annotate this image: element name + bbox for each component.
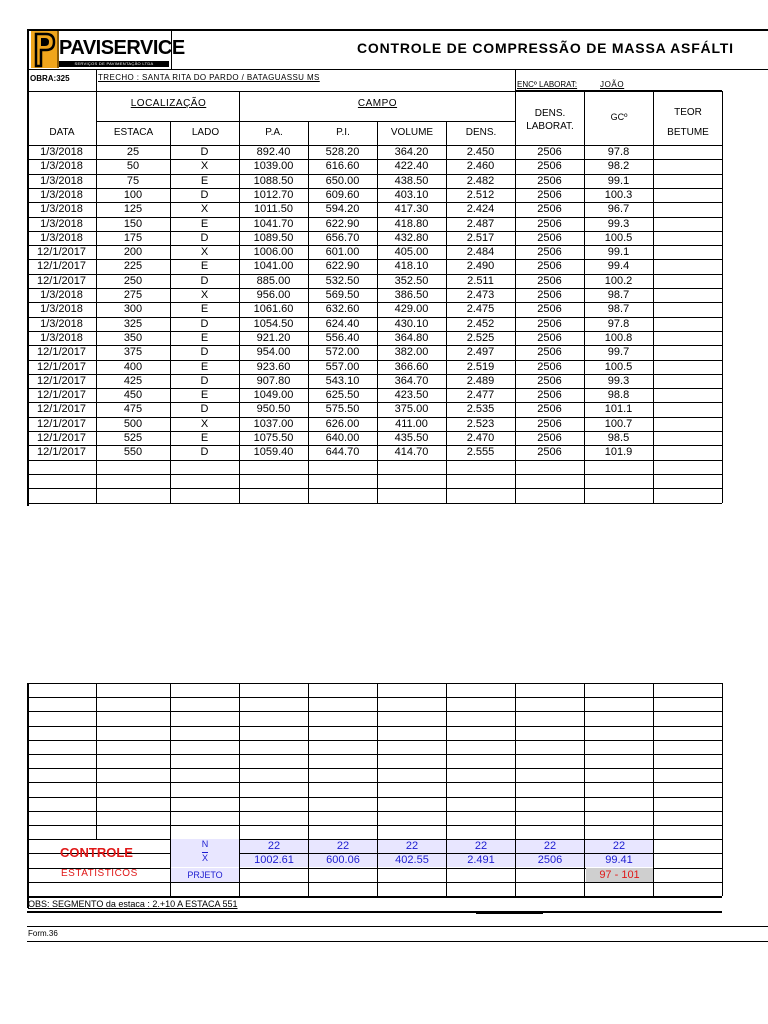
gc-cell: 99.4 (607, 260, 630, 273)
gc-cell: 96.7 (607, 203, 630, 216)
estaca-cell: 200 (123, 246, 143, 259)
date-cell: 12/1/2017 (37, 389, 86, 402)
date-cell: 1/3/2018 (40, 146, 83, 158)
pa-cell: 1054.50 (253, 317, 294, 330)
gc-cell: 99.7 (607, 346, 630, 359)
gc-cell: 100.5 (604, 360, 633, 373)
lado-cell: E (200, 217, 209, 230)
stats-row-line (27, 726, 722, 727)
gc-cell: 101.1 (604, 403, 633, 416)
stats-row-line (27, 683, 722, 684)
date-cell: 1/3/2018 (40, 160, 83, 173)
header-pi: P.I. (336, 127, 350, 138)
obs-short-line (476, 912, 543, 914)
header-data: DATA (49, 127, 75, 138)
dens-lab-cell: 2506 (537, 217, 562, 230)
gc-range: 97 - 101 (586, 868, 653, 882)
dens-lab-cell: 2506 (537, 331, 562, 344)
volume-cell: 414.70 (394, 446, 429, 459)
estaca-cell: 275 (123, 289, 143, 301)
dens-lab-cell: 2506 (537, 317, 562, 330)
pi-cell: 622.90 (325, 260, 360, 273)
volume-cell: 432.80 (394, 231, 429, 244)
logo-divider (171, 29, 172, 69)
stats-row-line (27, 740, 722, 741)
estaca-cell: 375 (123, 346, 143, 359)
estaca-cell: 300 (123, 303, 143, 316)
date-cell: 12/1/2017 (37, 274, 86, 287)
header-pa: P.A. (265, 127, 283, 138)
dens-lab-cell: 2506 (537, 260, 562, 273)
estaca-cell: 75 (126, 174, 140, 187)
projeto-label: PRJETO (171, 868, 239, 882)
pa-cell: 1037.00 (253, 417, 294, 430)
dens-lab-cell: 2506 (537, 146, 562, 158)
dens-cell: 2.519 (466, 360, 495, 373)
gc-cell: 98.7 (607, 289, 630, 301)
header-divider (27, 69, 768, 70)
lado-cell: E (200, 303, 209, 316)
pi-cell: 556.40 (325, 331, 360, 344)
lado-cell: E (200, 260, 209, 273)
lado-cell: E (200, 331, 209, 344)
estaca-cell: 125 (123, 203, 143, 216)
stats-row-line (27, 754, 722, 755)
dens-lab-cell: 2506 (537, 346, 562, 359)
dens-cell: 2.484 (466, 246, 495, 259)
dens-lab-cell: 2506 (537, 389, 562, 402)
pa-cell: 1049.00 (253, 389, 294, 402)
dens-cell: 2.555 (466, 446, 495, 459)
lado-cell: D (200, 317, 209, 330)
volume-cell: 364.80 (394, 331, 429, 344)
lado-cell: X (200, 203, 209, 216)
dens-cell: 2.512 (466, 188, 495, 201)
lado-cell: D (200, 346, 209, 359)
volume-cell: 405.00 (394, 246, 429, 259)
volume-cell: 418.10 (394, 260, 429, 273)
dens-cell: 2.487 (466, 217, 495, 230)
header-volume: VOLUME (390, 127, 434, 138)
obra-label: OBRA:325 (30, 74, 70, 83)
brand-name: PAVISERVICE (59, 37, 185, 59)
estaca-cell: 175 (123, 231, 143, 244)
page-title: CONTROLE DE COMPRESSÃO DE MASSA ASFÁLTI (357, 40, 734, 56)
gc-cell: 100.2 (604, 274, 633, 287)
date-cell: 12/1/2017 (37, 417, 86, 430)
gc-cell: 99.3 (607, 374, 630, 387)
lado-cell: X (200, 246, 209, 259)
estaca-cell: 350 (123, 331, 143, 344)
stat-n-cell: 22 (378, 840, 446, 853)
estaca-cell: 450 (123, 389, 143, 402)
stat-n-cell: 22 (516, 840, 584, 853)
grid-line (722, 683, 723, 896)
estaca-cell: 150 (123, 217, 143, 230)
pi-cell: 557.00 (325, 360, 360, 373)
dens-lab-cell: 2506 (537, 360, 562, 373)
stat-mean-cell: 2.491 (447, 854, 515, 867)
dens-lab-cell: 2506 (537, 160, 562, 173)
pa-cell: 1059.40 (253, 446, 294, 459)
date-cell: 12/1/2017 (37, 374, 86, 387)
lado-cell: E (200, 432, 209, 444)
estaca-cell: 400 (123, 360, 143, 373)
gc-cell: 100.7 (604, 417, 633, 430)
stat-n-cell: 22 (240, 840, 308, 853)
dens-lab-cell: 2506 (537, 303, 562, 316)
dens-lab-cell: 2506 (537, 403, 562, 416)
header-gc: GCº (610, 112, 628, 122)
dens-cell: 2.450 (466, 146, 495, 158)
stat-mean-cell: 99.41 (585, 854, 653, 867)
stat-mean-cell: 600.06 (309, 854, 377, 867)
pi-cell: 650.00 (325, 174, 360, 187)
grid-line (722, 91, 723, 145)
stats-row-line (27, 811, 722, 812)
pa-cell: 907.80 (256, 374, 291, 387)
pa-cell: 1088.50 (253, 174, 294, 187)
pa-cell: 1061.60 (253, 303, 294, 316)
estatisticos-label: ESTATISTICOS (61, 868, 138, 879)
row-line (27, 460, 722, 461)
pi-cell: 640.00 (325, 432, 360, 444)
pa-cell: 1012.70 (253, 188, 294, 201)
stat-mean-cell: 402.55 (378, 854, 446, 867)
grid-line (515, 69, 516, 91)
date-cell: 12/1/2017 (37, 432, 86, 444)
pa-cell: 950.50 (256, 403, 291, 416)
lado-cell: D (200, 403, 209, 416)
volume-cell: 382.00 (394, 346, 429, 359)
lado-cell: D (200, 231, 209, 244)
dens-cell: 2.477 (466, 389, 495, 402)
lado-cell: D (200, 188, 209, 201)
gc-cell: 97.8 (607, 317, 630, 330)
pi-cell: 601.00 (325, 246, 360, 259)
dens-lab-cell: 2506 (537, 274, 562, 287)
date-cell: 12/1/2017 (37, 446, 86, 459)
date-cell: 1/3/2018 (40, 174, 83, 187)
dens-cell: 2.523 (466, 417, 495, 430)
volume-cell: 430.10 (394, 317, 429, 330)
dens-lab-cell: 2506 (537, 432, 562, 444)
date-cell: 1/3/2018 (40, 331, 83, 344)
row-line (27, 488, 722, 489)
estaca-cell: 550 (123, 446, 143, 459)
estaca-cell: 425 (123, 374, 143, 387)
pa-cell: 923.60 (256, 360, 291, 373)
pi-cell: 569.50 (325, 289, 360, 301)
stats-row-line (27, 825, 722, 826)
pi-cell: 656.70 (325, 231, 360, 244)
pa-cell: 1075.50 (253, 432, 294, 444)
dens-cell: 2.497 (466, 346, 495, 359)
row-line (27, 503, 722, 504)
estaca-cell: 100 (123, 188, 143, 201)
dens-cell: 2.460 (466, 160, 495, 173)
gc-cell: 99.1 (607, 174, 630, 187)
volume-cell: 423.50 (394, 389, 429, 402)
date-cell: 12/1/2017 (37, 246, 86, 259)
pa-cell: 1011.50 (254, 203, 293, 216)
dens-lab-cell: 2506 (537, 174, 562, 187)
company-logo (29, 30, 185, 68)
pa-cell: 956.00 (256, 289, 291, 301)
stat-n-cell: 22 (309, 840, 377, 853)
gc-cell: 99.1 (607, 246, 630, 259)
grid-line (653, 145, 654, 503)
volume-cell: 418.80 (394, 217, 429, 230)
gc-cell: 98.2 (607, 160, 630, 173)
obs-top-line (27, 897, 722, 898)
estaca-cell: 25 (126, 146, 140, 158)
form-top-line (27, 926, 768, 927)
dens-lab-cell: 2506 (537, 246, 562, 259)
header-lado: LADO (191, 127, 220, 138)
stat-mean-cell: 1002.61 (240, 854, 308, 867)
stat-n-cell: 22 (585, 840, 653, 853)
pi-cell: 624.40 (325, 317, 360, 330)
dens-cell: 2.525 (466, 331, 495, 344)
header-dens-lab-1: DENS. (534, 108, 566, 119)
pa-cell: 1041.00 (253, 260, 294, 273)
date-cell: 1/3/2018 (40, 188, 83, 201)
dens-lab-cell: 2506 (537, 374, 562, 387)
pa-cell: 954.00 (256, 346, 291, 359)
pi-cell: 616.60 (325, 160, 360, 173)
gc-cell: 97.8 (607, 146, 630, 158)
lado-cell: D (200, 274, 209, 287)
stats-row-line (27, 768, 722, 769)
lado-cell: D (200, 146, 209, 158)
pi-cell: 572.00 (325, 346, 360, 359)
stat-mean-cell: 2506 (516, 854, 584, 867)
volume-cell: 366.60 (394, 360, 429, 373)
estaca-cell: 500 (123, 417, 143, 430)
volume-cell: 435.50 (394, 432, 429, 444)
volume-cell: 438.50 (394, 174, 429, 187)
lado-cell: D (200, 446, 209, 459)
volume-cell: 364.20 (394, 146, 429, 158)
pi-cell: 594.20 (325, 203, 360, 216)
header-row-line (27, 91, 722, 92)
pi-cell: 632.60 (325, 303, 360, 316)
gc-cell: 100.3 (604, 188, 633, 201)
volume-cell: 429.00 (394, 303, 429, 316)
volume-cell: 364.70 (394, 374, 429, 387)
dens-lab-cell: 2506 (537, 446, 562, 459)
estaca-cell: 225 (123, 260, 143, 273)
dens-lab-cell: 2506 (537, 188, 562, 201)
lado-cell: E (200, 389, 209, 402)
top-border (27, 29, 768, 31)
gc-cell: 98.7 (607, 303, 630, 316)
form-bottom-line (27, 941, 768, 942)
brand-subtitle: SERVIÇOS DE PAVIMENTAÇÃO LTDA (59, 61, 169, 67)
enc-line (515, 90, 722, 91)
gc-cell: 99.3 (607, 217, 630, 230)
dens-cell: 2.482 (466, 174, 495, 187)
pa-cell: 1006.00 (253, 246, 294, 259)
form-number: Form.36 (28, 929, 58, 938)
lado-cell: X (200, 289, 209, 301)
dens-cell: 2.490 (466, 260, 495, 273)
volume-cell: 352.50 (394, 274, 429, 287)
date-cell: 12/1/2017 (37, 403, 86, 416)
stats-row-line (27, 711, 722, 712)
date-cell: 12/1/2017 (37, 360, 86, 373)
controle-label: CONTROLE (60, 845, 133, 860)
row-line (27, 474, 722, 475)
pa-cell: 892.40 (256, 146, 291, 158)
date-cell: 1/3/2018 (40, 217, 83, 230)
pa-cell: 921.20 (256, 331, 291, 344)
dens-cell: 2.517 (466, 231, 495, 244)
stat-n-cell: 22 (447, 840, 515, 853)
grid-line (96, 69, 97, 91)
date-cell: 12/1/2017 (37, 260, 86, 273)
header-dens: DENS. (465, 127, 497, 138)
stats-row-line (27, 697, 722, 698)
dens-cell: 2.489 (466, 374, 495, 387)
dens-cell: 2.535 (466, 403, 495, 416)
stats-left-border (27, 683, 29, 908)
estaca-cell: 50 (126, 160, 140, 173)
dens-cell: 2.470 (466, 432, 495, 444)
mean-label: $\overline{X}$ (171, 853, 239, 867)
pa-cell: 885.00 (256, 274, 291, 287)
date-cell: 1/3/2018 (40, 317, 83, 330)
volume-cell: 375.00 (394, 403, 429, 416)
gc-cell: 98.5 (607, 432, 630, 444)
volume-cell: 411.00 (395, 417, 428, 430)
header-dens-lab-2: LABORAT. (526, 121, 574, 132)
header-teor-1: TEOR (674, 107, 702, 118)
pi-cell: 625.50 (325, 389, 360, 402)
lado-cell: X (200, 417, 209, 430)
pa-cell: 1089.50 (253, 231, 294, 244)
pi-cell: 532.50 (325, 274, 360, 287)
enc-laborat-label: ENCº LABORAT: (517, 80, 578, 89)
dens-lab-cell: 2506 (537, 417, 562, 430)
grid-line (653, 683, 654, 896)
gc-cell: 100.8 (604, 331, 633, 344)
pi-cell: 626.00 (325, 417, 360, 430)
lado-cell: D (200, 374, 209, 387)
stats-row-line (27, 797, 722, 798)
date-cell: 12/1/2017 (37, 346, 86, 359)
estaca-cell: 325 (123, 317, 143, 330)
enc-laborat-value: JOÃO (600, 80, 625, 89)
date-cell: 1/3/2018 (40, 303, 83, 316)
obs-bottom-line (27, 911, 722, 913)
volume-cell: 422.40 (394, 160, 429, 173)
lado-cell: X (200, 160, 209, 173)
dens-lab-cell: 2506 (537, 203, 562, 216)
pi-cell: 528.20 (325, 146, 360, 158)
header-teor-2: BETUME (667, 127, 709, 138)
header-localizacao: LOCALIZAÇÃO (130, 98, 207, 109)
dens-cell: 2.452 (466, 317, 495, 330)
dens-cell: 2.424 (466, 203, 495, 216)
lado-cell: E (200, 174, 209, 187)
pi-cell: 622.90 (325, 217, 360, 230)
pi-cell: 644.70 (325, 446, 360, 459)
stats-row-line (27, 782, 722, 783)
gc-cell: 100.5 (604, 231, 633, 244)
logo-p-icon (31, 30, 59, 68)
header-campo: CAMPO (357, 98, 398, 109)
estaca-cell: 250 (123, 274, 143, 287)
dens-cell: 2.473 (466, 289, 495, 301)
header-subline (96, 121, 515, 122)
date-cell: 1/3/2018 (40, 289, 83, 301)
volume-cell: 386.50 (394, 289, 429, 301)
pi-cell: 609.60 (325, 188, 360, 201)
obs-note: OBS: SEGMENTO da estaca : 2.+10 A ESTACA 551 (28, 899, 238, 909)
volume-cell: 403.10 (394, 188, 429, 201)
dens-cell: 2.475 (466, 303, 495, 316)
estaca-cell: 475 (123, 403, 143, 416)
gc-cell: 101.9 (604, 446, 633, 459)
gc-cell: 98.8 (607, 389, 630, 402)
date-cell: 1/3/2018 (40, 203, 83, 216)
grid-line (96, 683, 97, 839)
date-cell: 1/3/2018 (40, 231, 83, 244)
dens-lab-cell: 2506 (537, 289, 562, 301)
estaca-cell: 525 (123, 432, 143, 444)
pi-cell: 543.10 (325, 374, 360, 387)
pi-cell: 575.50 (325, 403, 360, 416)
volume-cell: 417.30 (394, 203, 429, 216)
grid-line (722, 145, 723, 503)
dens-lab-cell: 2506 (537, 231, 562, 244)
header-estaca: ESTACA (113, 127, 154, 138)
trecho-label: TRECHO : SANTA RITA DO PARDO / BATAGUASSU MS (98, 73, 320, 82)
dens-cell: 2.511 (467, 274, 494, 287)
pa-cell: 1039.00 (253, 160, 294, 173)
lado-cell: E (200, 360, 209, 373)
n-label: N (171, 839, 239, 853)
pa-cell: 1041.70 (253, 217, 294, 230)
